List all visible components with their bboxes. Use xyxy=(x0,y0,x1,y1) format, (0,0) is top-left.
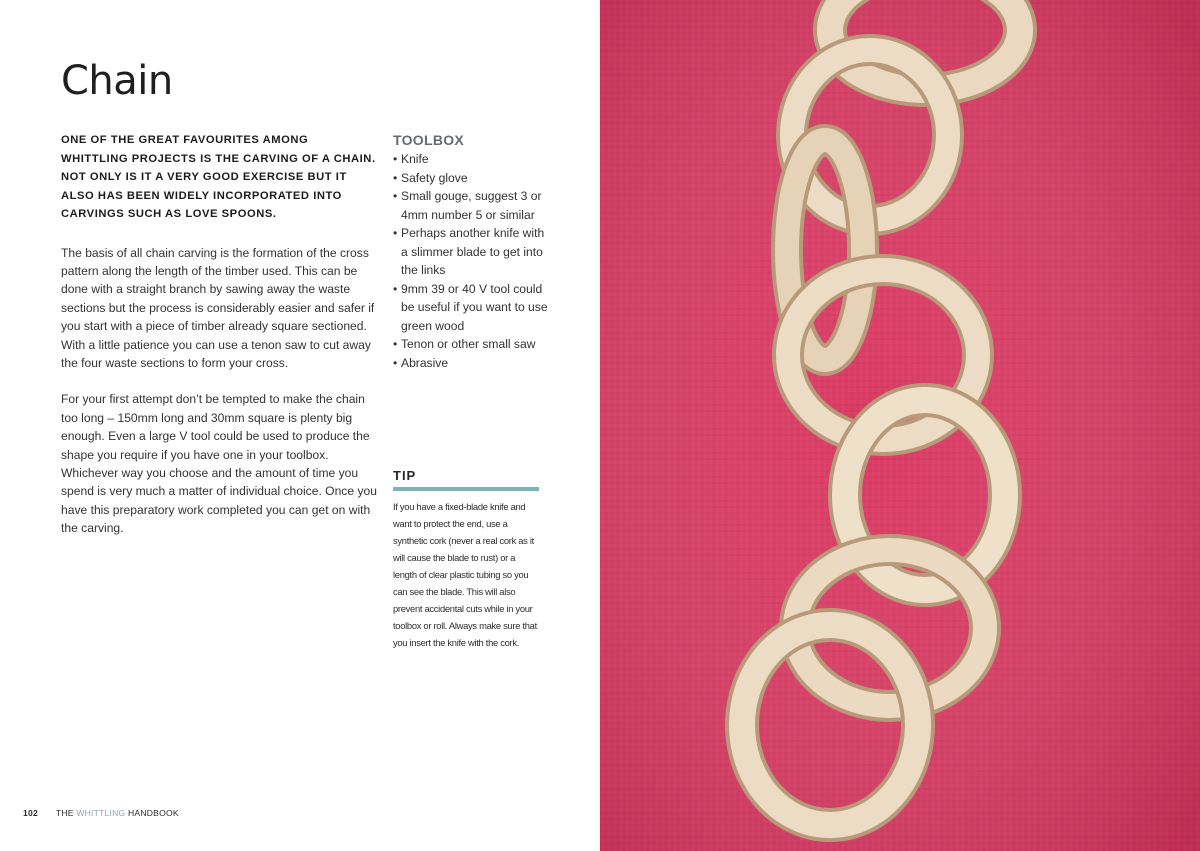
toolbox-panel xyxy=(393,131,553,372)
intro-paragraph: ONE OF THE GREAT FAVOURITES AMONG WHITTLING PROJECTS IS THE CARVING OF A CHAIN. NOT ONLY IS IT A VERY GOOD EXERCISE BUT IT ALSO HAS BEEN WIDELY INCORPORATED INTO CARVINGS SUCH AS LOVE SPOONS. xyxy=(61,134,376,220)
toolbox-item: • Knife xyxy=(393,150,553,169)
toolbox-item: • Perhaps another knife with a slimmer blade to get into the links xyxy=(393,224,553,280)
page-number: 102 xyxy=(23,808,38,818)
book-title-part: HANDBOOK xyxy=(125,808,179,818)
toolbox-item: • Small gouge, suggest 3 or 4mm number 5 or similar xyxy=(393,187,553,224)
toolbox-item: • Abrasive xyxy=(393,354,553,373)
tip-box xyxy=(393,468,539,651)
toolbox-item: • Tenon or other small saw xyxy=(393,335,553,354)
wooden-chain-photo xyxy=(600,0,1200,851)
toolbox-heading: TOOLBOX xyxy=(393,132,465,148)
toolbox-item: • 9mm 39 or 40 V tool could be useful if you want to use green wood xyxy=(393,280,553,336)
page-footer xyxy=(23,808,179,818)
toolbox-list xyxy=(393,150,553,372)
book-title-part: THE xyxy=(55,808,77,818)
tip-divider xyxy=(393,487,539,491)
body-paragraph: For your first attempt don’t be tempted to make the chain too long – 150mm long and 30mm square is plenty big enough. Even a large V tool could be used to produce the shape you require if you have one in your toolbox. Whichever way you choose and the amount of time you spend is very much a matter of individual choice. Once you have this preparatory work completed you can get on with the carving. xyxy=(61,392,377,536)
body-paragraph: The basis of all chain carving is the formation of the cross pattern along the length of the timber used. This can be done with a straight branch by sawing away the waste sections but the process is considerably easier and safer if you start with a piece of timber already square sectioned. With a little patience you can use a tenon saw to cut away the four waste sections to form your cross. xyxy=(61,245,375,370)
page-title: Chain xyxy=(61,58,173,104)
tip-text: If you have a fixed-blade knife and want to protect the end, use a synthetic cork (never a real cork as it will cause the blade to rust) or a length of clear plastic tubing so you can see the blade. This will also prevent accidental cuts while in your toolbox or roll. Always make sure that you insert the knife with the cork. xyxy=(393,501,537,648)
tip-heading: TIP xyxy=(393,468,417,483)
toolbox-item: • Safety glove xyxy=(393,169,553,188)
book-title-highlight: WHITTLING xyxy=(76,808,126,818)
main-column xyxy=(61,131,377,556)
